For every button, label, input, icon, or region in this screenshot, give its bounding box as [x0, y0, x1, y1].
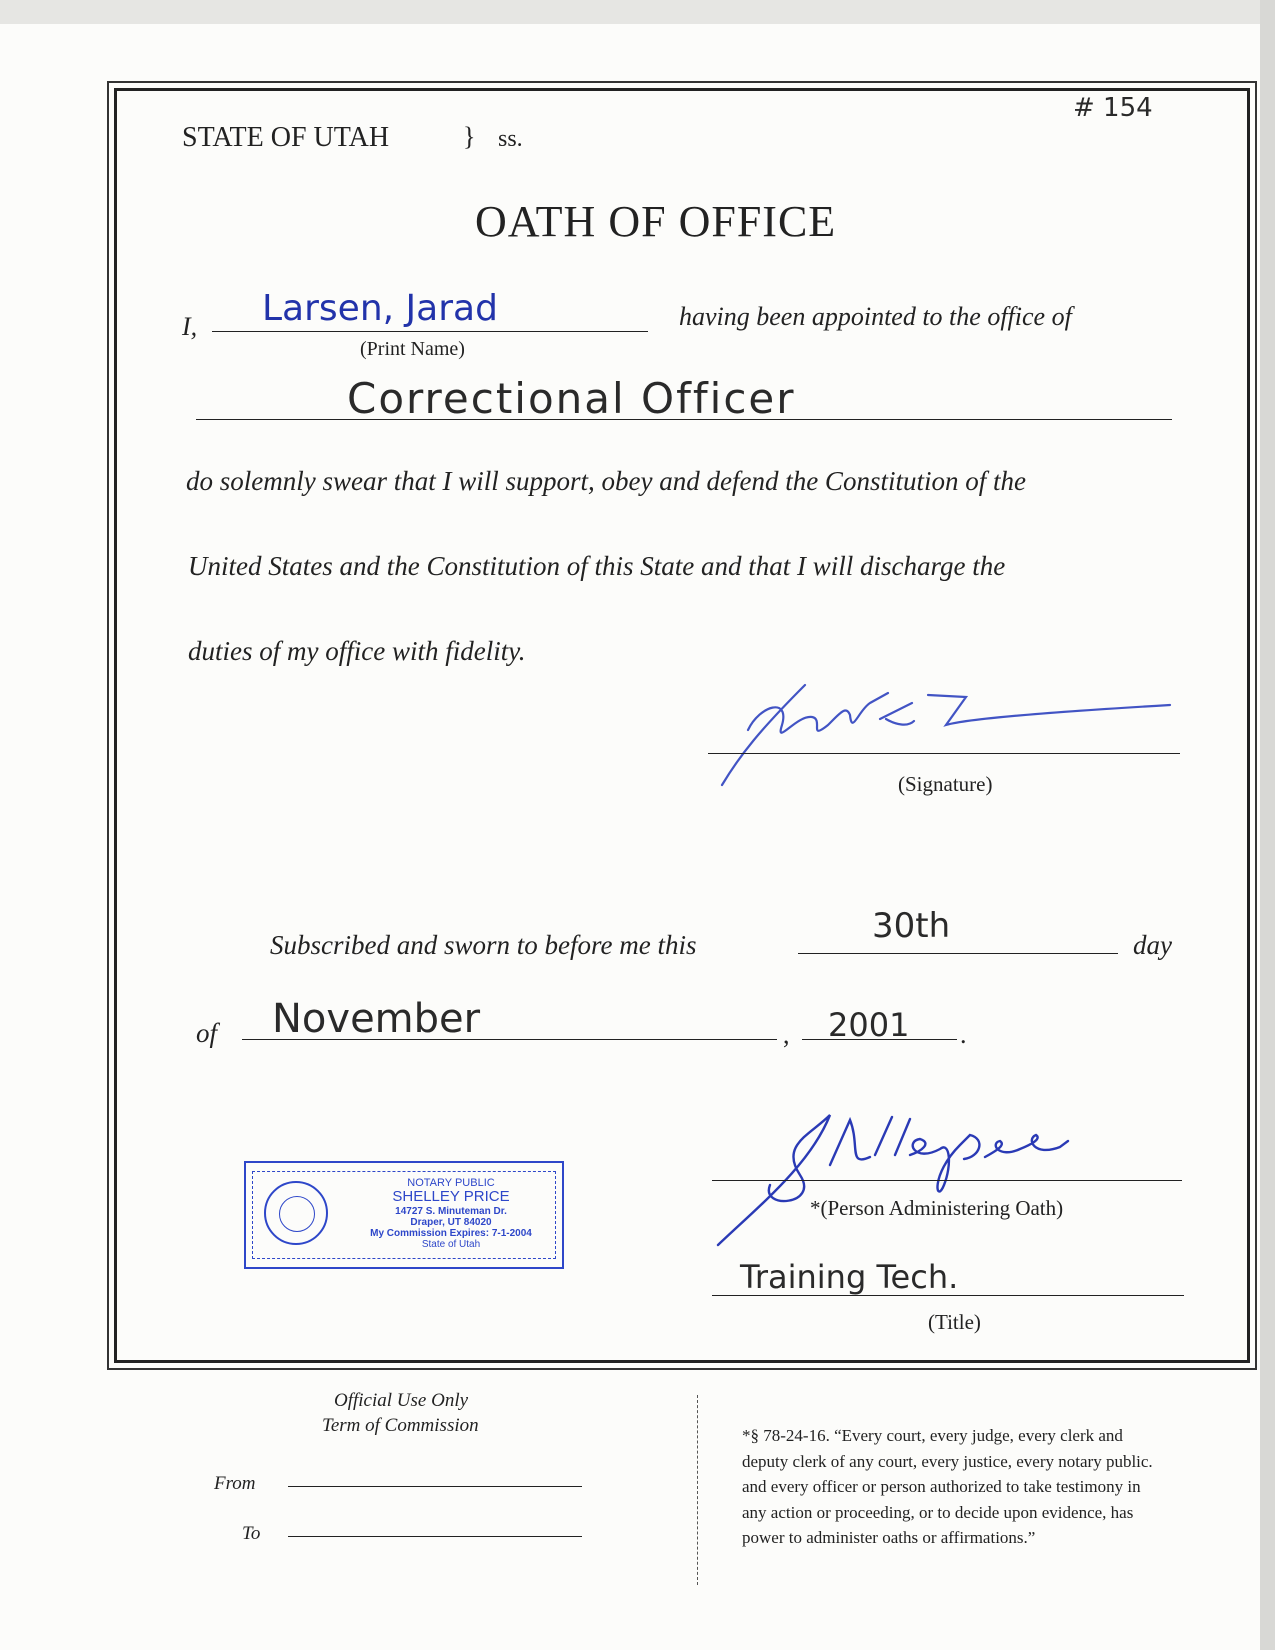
office-handwritten: Correctional Officer [347, 374, 796, 423]
signature-caption: (Signature) [898, 772, 993, 796]
title-caption: (Title) [928, 1310, 981, 1334]
state-label: STATE OF UTAH [182, 122, 390, 153]
name-line [212, 331, 648, 332]
footer-divider [697, 1395, 698, 1585]
stamp-line-4: Draper, UT 84020 [410, 1216, 492, 1228]
from-label: From [214, 1473, 256, 1494]
to-label: To [242, 1523, 261, 1544]
day-line [798, 953, 1118, 954]
notary-stamp [244, 1161, 564, 1269]
page-title: OATH OF OFFICE [475, 197, 837, 246]
footnote-line-2: deputy clerk of any court, every justice, every notary public. [742, 1451, 1153, 1471]
administrator-caption: *(Person Administering Oath) [810, 1196, 1064, 1220]
of-label: of [196, 1018, 218, 1048]
stamp-text [346, 1177, 556, 1250]
oath-line-3: duties of my office with fidelity. [188, 636, 526, 666]
date-comma: , [783, 1020, 790, 1049]
date-period: . [960, 1020, 967, 1049]
month-handwritten: November [272, 996, 481, 1042]
name-caption: (Print Name) [360, 338, 465, 360]
stamp-line-6: State of Utah [421, 1238, 481, 1250]
stamp-line-2: SHELLEY PRICE [392, 1188, 510, 1206]
oath-line-2: United States and the Constitution of this State and that I will discharge the [188, 551, 1006, 581]
to-line [288, 1536, 582, 1537]
signature-line [708, 753, 1180, 754]
term-heading: Term of Commission [322, 1415, 479, 1436]
scan-edge [0, 0, 1275, 24]
footnote-line-3: and every officer or person authorized to take testimony in [742, 1477, 1141, 1496]
stamp-line-3: 14727 S. Minuteman Dr. [395, 1205, 507, 1217]
appointed-text: having been appointed to the office of [679, 302, 1072, 331]
ss-label: ss. [498, 126, 523, 152]
footnote-line-5: power to administer oaths or affirmations.” [742, 1528, 1036, 1547]
sworn-prefix: Subscribed and sworn to before me this [270, 930, 697, 960]
document-number: # 154 [1073, 93, 1153, 123]
intro-prefix: I, [182, 312, 198, 341]
state-seal-icon [264, 1181, 328, 1245]
stamp-line-1: NOTARY PUBLIC [407, 1177, 495, 1189]
from-line [288, 1486, 582, 1487]
oath-line-1: do solemnly swear that I will support, obey and defend the Constitution of the [186, 466, 1026, 496]
official-use-heading: Official Use Only [334, 1390, 469, 1411]
statute-footnote [742, 1423, 1153, 1551]
title-handwritten: Training Tech. [740, 1258, 959, 1296]
day-handwritten: 30th [872, 906, 951, 946]
state-brace: } [463, 122, 476, 151]
administrator-line [712, 1180, 1182, 1181]
year-handwritten: 2001 [828, 1006, 910, 1044]
name-handwritten: Larsen, Jarad [262, 288, 498, 329]
footnote-line-1: *§ 78-24-16. “Every court, every judge, every clerk and [742, 1426, 1123, 1445]
footnote-line-4: any action or proceeding, or to decide upon evidence, has [742, 1502, 1134, 1522]
day-suffix: day [1133, 930, 1172, 960]
stamp-line-5: My Commission Expires: 7-1-2004 [370, 1227, 532, 1239]
scan-edge-right [1260, 0, 1275, 1650]
